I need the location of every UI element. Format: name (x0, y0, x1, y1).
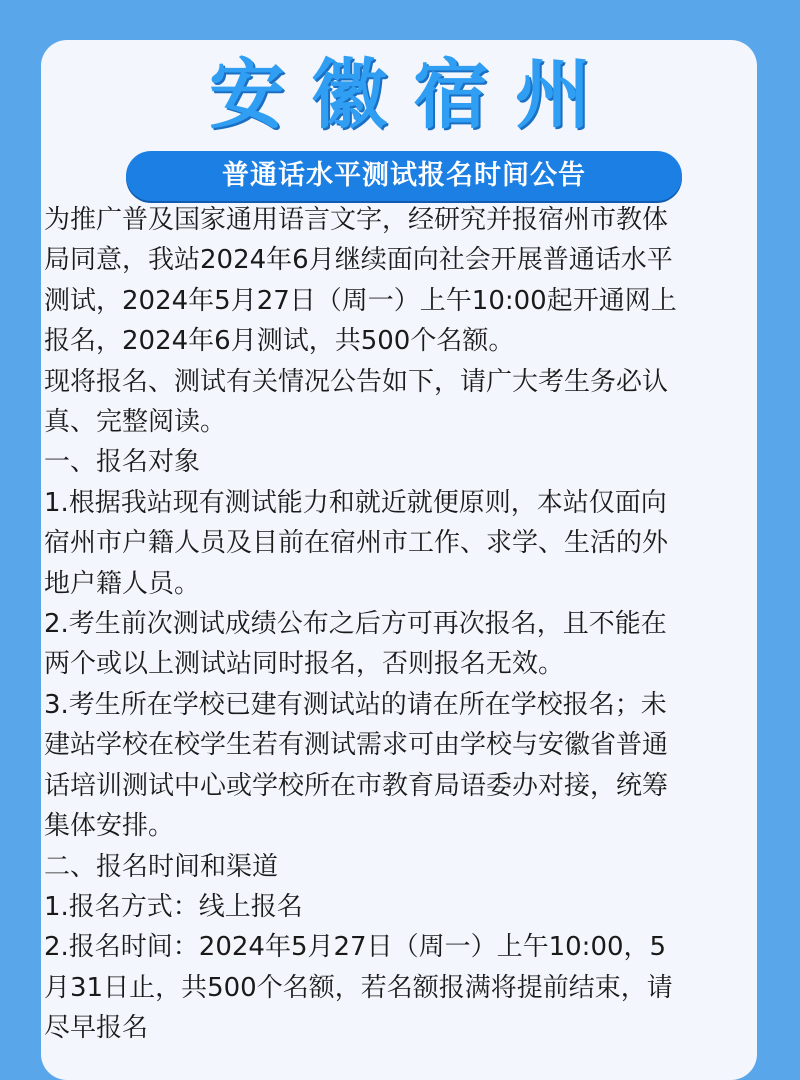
body-line: 尽早报名 (44, 1013, 149, 1044)
body-line: 话培训测试中心或学校所在市教育局语委办对接，统筹 (44, 770, 669, 801)
body-line: 报名，2024年6月测试，共500个名额。 (44, 326, 515, 357)
announcement-body (44, 200, 756, 1049)
body-line: 2.考生前次测试成绩公布之后方可再次报名，且不能在 (44, 609, 667, 640)
body-line: 两个或以上测试站同时报名，否则报名无效。 (44, 649, 565, 680)
body-line: 局同意，我站2024年6月继续面向社会开展普通话水平 (44, 245, 673, 276)
body-line: 地户籍人员。 (44, 568, 201, 599)
body-line: 测试，2024年5月27日（周一）上午10:00起开通网上 (44, 285, 677, 316)
body-line: 建站学校在校学生若有测试需求可由学校与安徽省普通 (44, 730, 669, 761)
body-line: 1.报名方式：线上报名 (44, 891, 303, 922)
body-line: 1.根据我站现有测试能力和就近就便原则，本站仅面向 (44, 487, 667, 518)
section-heading: 二、报名时间和渠道 (44, 851, 279, 882)
body-line: 3.考生所在学校已建有测试站的请在所在学校报名；未 (44, 689, 667, 720)
body-line: 月31日止，共500个名额，若名额报满将提前结束，请 (44, 972, 673, 1003)
body-line: 真、完整阅读。 (44, 407, 227, 438)
body-line: 现将报名、测试有关情况公告如下，请广大考生务必认 (44, 366, 669, 397)
headline-title: 安徽宿州 (209, 50, 617, 139)
body-line: 2.报名时间：2024年5月27日（周一）上午10:00，5 (44, 932, 667, 963)
announcement-banner: 普通话水平测试报名时间公告 (126, 151, 682, 201)
body-line: 集体安排。 (44, 811, 175, 842)
body-line: 为推广普及国家通用语言文字，经研究并报宿州市教体 (44, 205, 669, 235)
section-heading: 一、报名对象 (44, 447, 201, 478)
body-line: 宿州市户籍人员及目前在宿州市工作、求学、生活的外 (44, 528, 669, 559)
